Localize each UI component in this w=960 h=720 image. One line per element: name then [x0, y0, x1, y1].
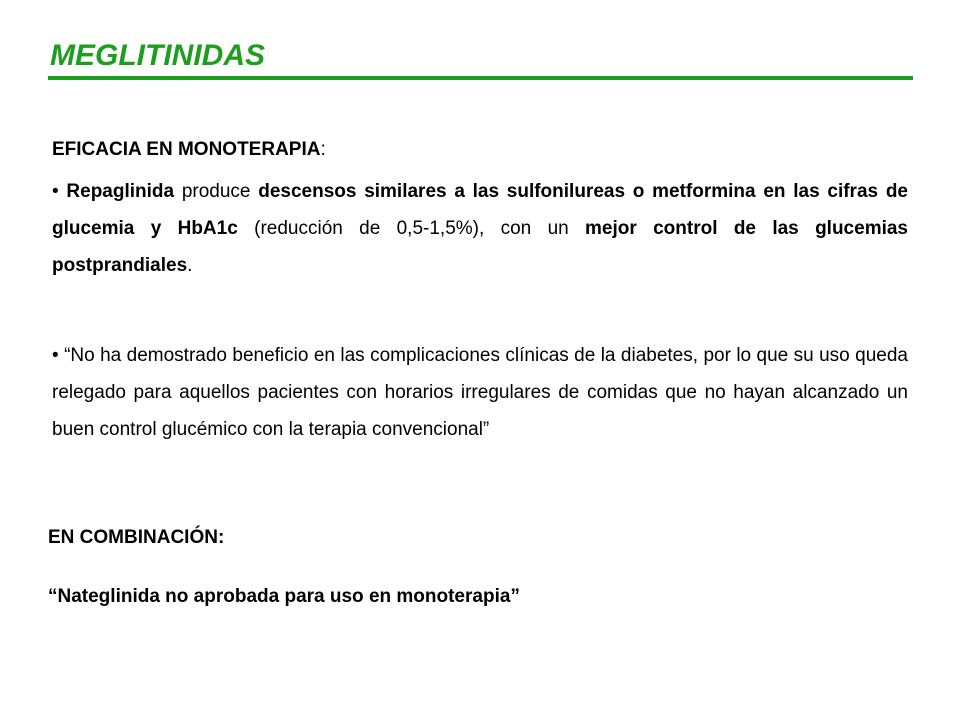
repaglinide-efficacy-bullet — [52, 173, 908, 284]
slide-title: MEGLITINIDAS — [50, 39, 265, 72]
nateglinide-quote: “Nateglinida no aprobada para uso en monoterapia” — [48, 586, 520, 607]
title-underline — [48, 76, 913, 80]
combination-heading: EN COMBINACIÓN: — [48, 527, 225, 548]
bullet-text-part: (reducción de 0,5-1,5%), con un — [237, 218, 586, 239]
monotherapy-heading — [52, 137, 326, 163]
bullet-marker: • — [52, 181, 67, 202]
monotherapy-heading-colon: : — [320, 139, 326, 160]
bullet-text-part: produce — [174, 181, 259, 202]
drug-name: Repaglinida — [66, 181, 175, 202]
bullet-emphasis: descensos similares a las sulfonilureas o metformina en las cifras de glucemia y HbA1c — [52, 181, 908, 239]
monotherapy-heading-text: EFICACIA EN MONOTERAPIA — [52, 139, 321, 160]
no-benefit-bullet: • “No ha demostrado beneficio en las complicaciones clínicas de la diabetes, por lo que su uso queda relegado para aquellos pacientes con horarios irregulares de comidas que no hayan alcanzado un buen control glucémico con la terapia convencional” — [52, 345, 908, 440]
bullet-text-part: . — [187, 255, 193, 276]
bullet-emphasis: mejor control de las glucemias postprandiales — [52, 218, 908, 276]
